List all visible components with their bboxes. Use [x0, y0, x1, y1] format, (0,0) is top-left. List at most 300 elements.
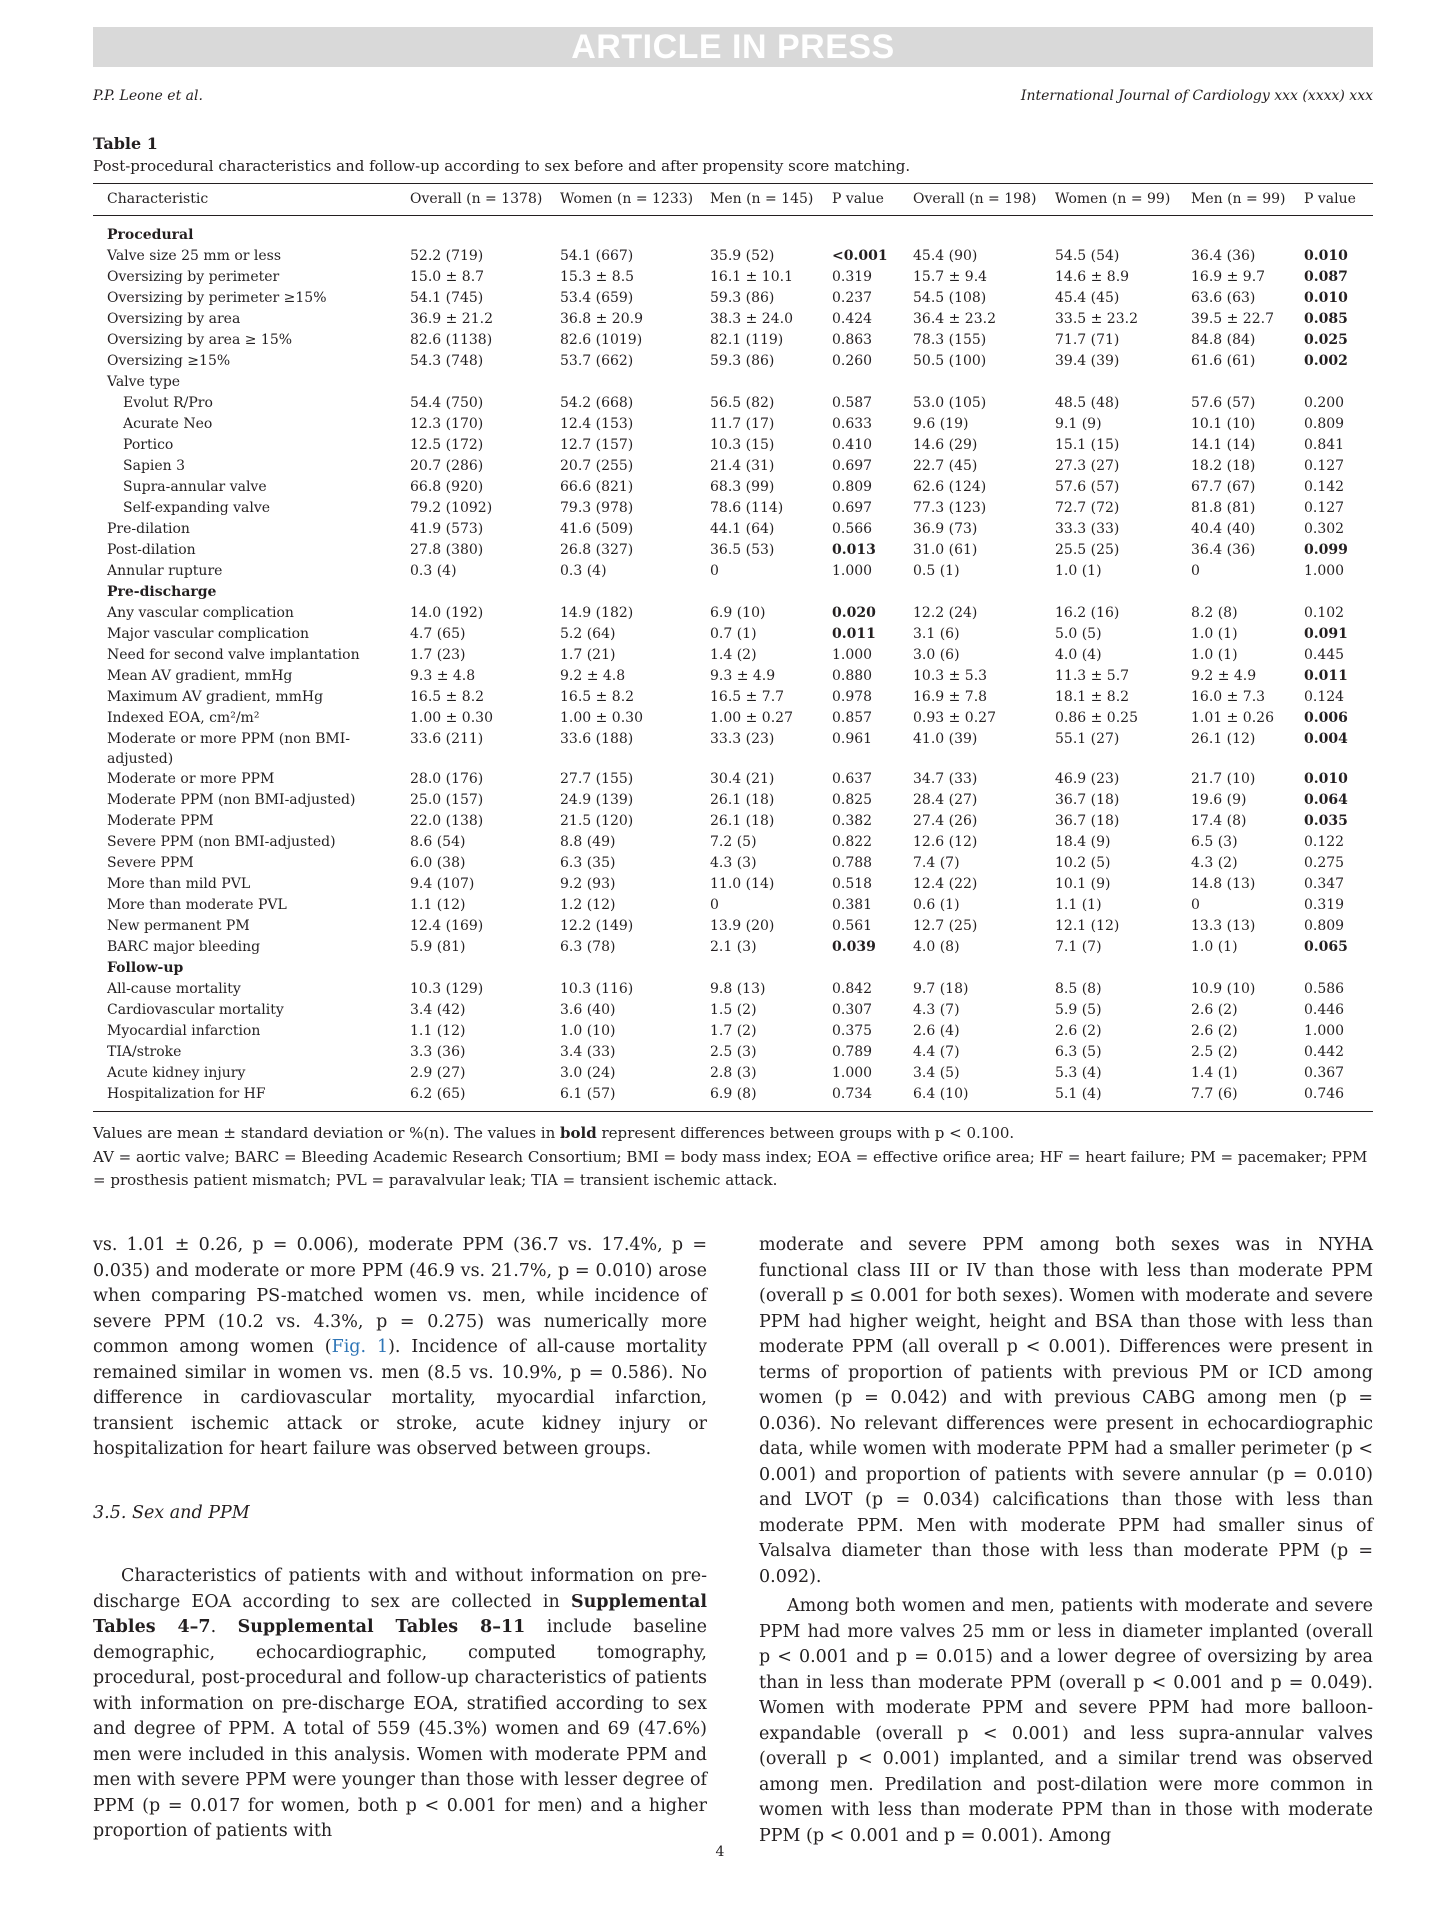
table-cell: 3.6 (40) — [560, 1002, 616, 1018]
table-cell: 78.6 (114) — [710, 500, 784, 516]
table-footnote-abbreviations: AV = aortic valve; BARC = Bleeding Academic Research Consortium; BMI = body mass index; EOA = effective orifice area; HF = heart failure; PM = pacemaker; PPM = prosthesis patient mismatch; PVL = paravalvular leak; TIA = transient ischemic attack. — [93, 1148, 1368, 1189]
table-cell: 66.8 (920) — [410, 479, 484, 495]
footnote-text: Values are mean ± standard deviation or %(n). The values in — [93, 1124, 561, 1142]
table-cell: 3.4 (5) — [913, 1065, 960, 1081]
table-cell: 26.1 (18) — [710, 792, 775, 808]
table-cell: 27.4 (26) — [913, 813, 978, 829]
column-header: Men (n = 99) — [1177, 184, 1290, 216]
table-cell: 59.3 (86) — [710, 290, 775, 306]
table-cell: 11.7 (17) — [710, 416, 775, 432]
row-label: Supra-annular valve — [123, 479, 267, 495]
table-cell: 59.3 (86) — [710, 353, 775, 369]
table-cell: 14.8 (13) — [1191, 876, 1256, 892]
table-cell — [1041, 216, 1177, 247]
table-cell: 44.1 (64) — [710, 521, 775, 537]
table-cell: 0.319 — [1304, 897, 1345, 913]
table-cell: 14.9 (182) — [560, 605, 634, 621]
table-cell: 12.4 (153) — [560, 416, 634, 432]
table-cell — [899, 958, 1041, 979]
table-cell: 12.4 (22) — [913, 876, 978, 892]
column-header: P value — [818, 184, 899, 216]
table-cell: 0.065 — [1304, 939, 1348, 955]
table-cell: 16.5 ± 8.2 — [560, 689, 635, 705]
table-cell: 0.091 — [1304, 626, 1348, 642]
table-cell: 28.4 (27) — [913, 792, 978, 808]
table-cell: 1.0 (1) — [1191, 647, 1238, 663]
table-cell: 2.5 (3) — [710, 1044, 757, 1060]
table-cell: 16.9 ± 7.8 — [913, 689, 988, 705]
table-cell: 36.4 (36) — [1191, 542, 1256, 558]
table-cell: 16.2 (16) — [1055, 605, 1120, 621]
table-cell: 0.367 — [1304, 1065, 1345, 1081]
table-cell: 0.099 — [1304, 542, 1348, 558]
table-cell — [1177, 958, 1290, 979]
table-cell: 12.1 (12) — [1055, 918, 1120, 934]
table-cell: 27.3 (27) — [1055, 458, 1120, 474]
row-label: Maximum AV gradient, mmHg — [107, 689, 324, 705]
table-cell: 36.8 ± 20.9 — [560, 311, 643, 327]
table-cell: 0.637 — [832, 771, 873, 787]
table-cell: 41.0 (39) — [913, 731, 978, 747]
figure-link[interactable]: Fig. 1 — [331, 1337, 389, 1357]
table-cell: 6.4 (10) — [899, 1084, 1041, 1112]
table-cell: 81.8 (81) — [1191, 500, 1256, 516]
table-row — [93, 790, 1373, 811]
table-cell: 0.200 — [1304, 395, 1345, 411]
table-cell: 36.9 ± 21.2 — [410, 311, 493, 327]
column-header: Overall (n = 1378) — [396, 184, 546, 216]
table-cell: 1.0 (10) — [560, 1023, 616, 1039]
table-cell: 45.4 (90) — [913, 248, 978, 264]
table-cell: 0.5 (1) — [913, 563, 960, 579]
table-cell: 2.6 (4) — [913, 1023, 960, 1039]
table-cell: 0.004 — [1304, 731, 1348, 747]
table-row — [93, 729, 1373, 769]
table-cell: 15.7 ± 9.4 — [913, 269, 988, 285]
table-cell — [1041, 958, 1177, 979]
table-cell: 9.6 (19) — [913, 416, 969, 432]
table-cell: 14.6 ± 8.9 — [1055, 269, 1130, 285]
table-cell: 46.9 (23) — [1055, 771, 1120, 787]
table-cell: 77.3 (123) — [913, 500, 987, 516]
table-cell: 27.8 (380) — [410, 542, 484, 558]
table-cell — [1290, 216, 1373, 247]
table-cell: 0.880 — [832, 668, 873, 684]
column-header: Men (n = 145) — [696, 184, 818, 216]
table-cell: 0.260 — [832, 353, 873, 369]
table-cell: 12.3 (170) — [410, 416, 484, 432]
table-cell: 8.5 (8) — [1055, 981, 1102, 997]
table-row — [93, 1063, 1373, 1084]
table-row — [93, 1021, 1373, 1042]
table-row — [93, 1084, 1373, 1112]
table-cell: 12.6 (12) — [913, 834, 978, 850]
table-cell: 53.0 (105) — [913, 395, 987, 411]
table-cell: 79.2 (1092) — [410, 500, 493, 516]
right-column — [759, 1233, 1373, 1849]
table-cell: 8.8 (49) — [560, 834, 616, 850]
footnote-text: represent differences between groups with p < 0.100. — [596, 1124, 1015, 1142]
table-row — [93, 979, 1373, 1000]
table-cell: 54.4 (750) — [410, 395, 484, 411]
table-cell: 78.3 (155) — [913, 332, 987, 348]
row-label: BARC major bleeding — [107, 939, 261, 955]
table-cell: 66.6 (821) — [560, 479, 634, 495]
table-cell: 5.9 (81) — [410, 939, 466, 955]
table-cell: 0.010 — [1304, 248, 1348, 264]
table-cell: 5.1 (4) — [1041, 1084, 1177, 1112]
table-cell: 12.2 (24) — [913, 605, 978, 621]
table-cell: 0.381 — [832, 897, 873, 913]
table-cell: 9.2 ± 4.9 — [1191, 668, 1257, 684]
row-label: Moderate PPM (non BMI-adjusted) — [107, 792, 356, 808]
row-label: Oversizing by area ≥ 15% — [107, 332, 293, 348]
table-row — [93, 874, 1373, 895]
row-label: More than moderate PVL — [107, 897, 287, 913]
table-cell: 0.586 — [1304, 981, 1345, 997]
table-cell: 12.4 (169) — [410, 918, 484, 934]
table-row — [93, 288, 1373, 309]
table-cell: 57.6 (57) — [1055, 479, 1120, 495]
section-label: Procedural — [107, 227, 194, 243]
column-header: Women (n = 1233) — [546, 184, 696, 216]
table-footnote-values — [93, 1122, 1373, 1145]
table-cell: 41.9 (573) — [410, 521, 484, 537]
row-label: Moderate or more PPM (non BMI-adjusted) — [107, 731, 350, 767]
row-label: Valve type — [107, 374, 181, 390]
table-cell: 72.7 (72) — [1055, 500, 1120, 516]
table-cell: 8.6 (54) — [410, 834, 466, 850]
row-label: Mean AV gradient, mmHg — [107, 668, 293, 684]
table-cell: 1.1 (12) — [410, 897, 466, 913]
table-cell: 0 — [1191, 897, 1200, 913]
table-cell: 7.2 (5) — [710, 834, 757, 850]
row-label: Acute kidney injury — [107, 1065, 246, 1081]
table-cell — [396, 216, 546, 247]
table-cell: 82.6 (1138) — [410, 332, 493, 348]
table-cell: 1.00 ± 0.27 — [710, 710, 793, 726]
table-cell — [1041, 582, 1177, 603]
supplemental-tables-ref: Supplemental Tables 4–7 — [93, 1591, 707, 1637]
table-cell: 34.7 (33) — [913, 771, 978, 787]
table-row — [93, 309, 1373, 330]
table-cell: 15.3 ± 8.5 — [560, 269, 635, 285]
paragraph-text: include baseline demographic, echocardiographic, computed tomography, procedural, post-procedural and follow-up characteristics of patients with information on pre-discharge EOA, stratified according to sex and degree of PPM. A total of 559 (45.3%) women and 69 (47.6%) men were included in this analysis. Women with moderate PPM and men with severe PPM were younger than those with lesser degree of PPM (p = 0.017 for women, both p < 0.001 for men) and a higher proportion of patients with — [93, 1617, 707, 1841]
table-cell: 4.3 (7) — [913, 1002, 960, 1018]
table-cell: 26.1 (12) — [1191, 731, 1256, 747]
table-cell — [396, 582, 546, 603]
table-cell: <0.001 — [832, 248, 888, 264]
table-cell: 41.6 (509) — [560, 521, 634, 537]
table-row — [93, 811, 1373, 832]
table-row — [93, 216, 1373, 247]
table-cell: 1.1 (1) — [1055, 897, 1102, 913]
table-cell: 9.2 ± 4.8 — [560, 668, 626, 684]
table-cell: 36.4 (36) — [1191, 248, 1256, 264]
table-cell: 22.7 (45) — [913, 458, 978, 474]
table-cell: 0.237 — [832, 290, 873, 306]
table-cell: 0.424 — [832, 311, 873, 327]
table-cell: 4.0 (8) — [913, 939, 960, 955]
section-heading: 3.5. Sex and PPM — [93, 1502, 250, 1523]
table-cell: 54.5 (108) — [913, 290, 987, 306]
table-row — [93, 1000, 1373, 1021]
table-cell: 27.7 (155) — [560, 771, 634, 787]
table-label: Table 1 — [93, 134, 158, 153]
table-cell: 1.7 (21) — [560, 647, 616, 663]
table-cell — [818, 958, 899, 979]
row-label: Sapien 3 — [123, 458, 186, 474]
table-row — [93, 916, 1373, 937]
table-row — [93, 624, 1373, 645]
table-row — [93, 246, 1373, 267]
table-cell: 13.9 (20) — [710, 918, 775, 934]
table-cell: 6.0 (38) — [410, 855, 466, 871]
row-label: Oversizing by area — [107, 311, 241, 327]
row-label: Any vascular complication — [107, 605, 294, 621]
table-cell: 10.3 ± 5.3 — [913, 668, 988, 684]
table-cell: 63.6 (63) — [1191, 290, 1256, 306]
table-cell: 0.010 — [1304, 771, 1348, 787]
table-cell: 84.8 (84) — [1191, 332, 1256, 348]
left-column — [93, 1233, 707, 1845]
table-cell: 0.085 — [1304, 311, 1348, 327]
table-cell — [899, 372, 1041, 393]
table-cell: 0.013 — [832, 542, 876, 558]
article-in-press-banner: ARTICLE IN PRESS — [93, 27, 1373, 67]
table-cell: 0.697 — [832, 500, 873, 516]
table-cell: 1.0 (1) — [1191, 626, 1238, 642]
table-cell: 10.9 (10) — [1191, 981, 1256, 997]
table-cell: 1.00 ± 0.30 — [410, 710, 493, 726]
table-cell: 24.9 (139) — [560, 792, 634, 808]
table-cell: 2.9 (27) — [410, 1065, 466, 1081]
table-cell — [1290, 372, 1373, 393]
table-body — [93, 216, 1373, 1112]
column-header: Overall (n = 198) — [899, 184, 1041, 216]
table-cell: 0.307 — [832, 1002, 873, 1018]
table-cell: 1.000 — [832, 563, 873, 579]
table-cell — [899, 582, 1041, 603]
table-cell: 16.1 ± 10.1 — [710, 269, 793, 285]
table-cell: 9.3 ± 4.8 — [410, 668, 476, 684]
table-row — [93, 414, 1373, 435]
table-cell: 0.822 — [832, 834, 873, 850]
table-cell: 4.3 (3) — [710, 855, 757, 871]
table-cell: 0.789 — [832, 1044, 873, 1060]
table-cell: 55.1 (27) — [1055, 731, 1120, 747]
row-label: Need for second valve implantation — [107, 647, 360, 663]
table-cell: 0.410 — [832, 437, 873, 453]
table-cell: 0.302 — [1304, 521, 1345, 537]
table-cell: 0.842 — [832, 981, 873, 997]
section-label: Pre-discharge — [107, 584, 217, 600]
table-cell: 0.809 — [832, 479, 873, 495]
table-cell: 19.6 (9) — [1191, 792, 1247, 808]
table-cell: 30.4 (21) — [710, 771, 775, 787]
table-cell: 0.633 — [832, 416, 873, 432]
table-cell: 12.7 (25) — [913, 918, 978, 934]
table-cell: 0.93 ± 0.27 — [913, 710, 996, 726]
table-cell: 0.446 — [1304, 1002, 1345, 1018]
table-row — [93, 603, 1373, 624]
table-cell — [1177, 216, 1290, 247]
row-label: Valve size 25 mm or less — [107, 248, 282, 264]
table-cell: 4.7 (65) — [410, 626, 466, 642]
table-row — [93, 393, 1373, 414]
table-cell: 5.0 (5) — [1055, 626, 1102, 642]
page-number: 4 — [715, 1844, 725, 1860]
table-cell — [546, 216, 696, 247]
table-cell: 18.2 (18) — [1191, 458, 1256, 474]
table-cell: 10.2 (5) — [1055, 855, 1111, 871]
table-cell: 1.5 (2) — [710, 1002, 757, 1018]
row-label: Hospitalization for HF — [93, 1084, 396, 1112]
table-row — [93, 937, 1373, 958]
table-cell — [818, 582, 899, 603]
table-row — [93, 456, 1373, 477]
table-cell: 10.3 (15) — [710, 437, 775, 453]
table-cell: 0.375 — [832, 1023, 873, 1039]
table-cell: 0.127 — [1304, 458, 1345, 474]
table-cell: 11.3 ± 5.7 — [1055, 668, 1130, 684]
table-cell: 20.7 (286) — [410, 458, 484, 474]
table-cell: 5.3 (4) — [1055, 1065, 1102, 1081]
table-cell — [818, 372, 899, 393]
row-label: Moderate PPM — [107, 813, 214, 829]
table-cell: 3.4 (33) — [560, 1044, 616, 1060]
table-cell — [1290, 582, 1373, 603]
table-cell: 16.5 ± 7.7 — [710, 689, 785, 705]
table-cell: 38.3 ± 24.0 — [710, 311, 793, 327]
table-cell: 48.5 (48) — [1055, 395, 1120, 411]
table-cell: 4.4 (7) — [913, 1044, 960, 1060]
table-cell: 0.142 — [1304, 479, 1345, 495]
table-cell — [1290, 958, 1373, 979]
table-cell: 1.000 — [1304, 1023, 1345, 1039]
table-cell: 0.039 — [832, 939, 876, 955]
table-cell: 16.9 ± 9.7 — [1191, 269, 1266, 285]
table-cell: 1.4 (2) — [710, 647, 757, 663]
table-cell: 15.0 ± 8.7 — [410, 269, 485, 285]
table-cell: 7.4 (7) — [913, 855, 960, 871]
table-cell: 1.000 — [1304, 563, 1345, 579]
row-label: Oversizing ≥15% — [107, 353, 231, 369]
table-cell: 11.0 (14) — [710, 876, 775, 892]
body-paragraph: moderate and severe PPM among both sexes was in NYHA functional class III or IV than those with less than moderate PPM (overall p ≤ 0.001 for both sexes). Women with moderate and severe PPM had higher weight, height and BSA than those with less than moderate PPM (all overall p < 0.001). Differences were present in terms of proportion of patients with previous PM or ICD among women (p = 0.042) and with previous CABG among men (p = 0.036). No relevant differences were present in echocardiographic data, while women with moderate PPM had a smaller perimeter (p < 0.001) and proportion of patients with severe annular (p = 0.010) and LVOT (p = 0.034) calcifications than those with less than moderate PPM. Men with moderate PPM had smaller sinus of Valsalva diameter than those with less than moderate PPM (p = 0.092). — [759, 1235, 1373, 1587]
table-row — [93, 687, 1373, 708]
table-cell: 0.561 — [832, 918, 873, 934]
table-cell — [818, 216, 899, 247]
table-row — [93, 561, 1373, 582]
table-cell: 3.4 (42) — [410, 1002, 466, 1018]
table-cell: 31.0 (61) — [913, 542, 978, 558]
row-label: Self-expanding valve — [123, 500, 271, 516]
column-header: Characteristic — [93, 184, 396, 216]
table-cell: 10.1 (10) — [1191, 416, 1256, 432]
table-row — [93, 666, 1373, 687]
table-cell: 0.010 — [1304, 290, 1348, 306]
table-cell — [1177, 372, 1290, 393]
table-cell: 0.86 ± 0.25 — [1055, 710, 1138, 726]
table-cell: 0.124 — [1304, 689, 1345, 705]
table-cell: 36.5 (53) — [710, 542, 775, 558]
table-cell: 10.1 (9) — [1055, 876, 1111, 892]
table-cell: 0.445 — [1304, 647, 1345, 663]
table-cell: 10.3 (116) — [560, 981, 634, 997]
table-cell: 6.3 (78) — [560, 939, 616, 955]
paragraph-text: ). Incidence of all-cause mortality remained similar in women vs. men (8.5 vs. 10.9%, p = 0.586). No difference in cardiovascular mortality, myocardial infarction, transient ischemic attack or stroke, acute kidney injury or hospitalization for heart failure was observed between groups. — [93, 1337, 707, 1459]
table-cell: 6.1 (57) — [546, 1084, 696, 1112]
paragraph-text: vs. 1.01 ± 0.26, p = 0.006), moderate PPM (36.7 vs. 17.4%, p = 0.035) and moderate or more PPM (46.9 vs. 21.7%, p = 0.010) arose when comparing PS-matched women vs. men, while incidence of severe PPM (10.2 vs. 4.3%, p = 0.275) was numerically more common among women ( — [93, 1235, 707, 1357]
supplemental-tables-ref: Supplemental Tables 8–11 — [237, 1617, 526, 1637]
table-cell: 68.3 (99) — [710, 479, 775, 495]
table-cell: 3.3 (36) — [410, 1044, 466, 1060]
table-cell: 18.1 ± 8.2 — [1055, 689, 1130, 705]
table-cell: 2.8 (3) — [710, 1065, 757, 1081]
table-cell: 0.3 (4) — [410, 563, 457, 579]
table-cell: 14.6 (29) — [913, 437, 978, 453]
table-row — [93, 372, 1373, 393]
table-cell: 6.3 (35) — [560, 855, 616, 871]
table-cell: 0.319 — [832, 269, 873, 285]
table-cell: 0.566 — [832, 521, 873, 537]
table-cell: 0.102 — [1304, 605, 1345, 621]
table-cell: 54.1 (745) — [410, 290, 484, 306]
table-cell: 5.2 (64) — [560, 626, 616, 642]
table-cell: 21.5 (120) — [560, 813, 634, 829]
table-cell: 0.825 — [832, 792, 873, 808]
table-cell — [546, 958, 696, 979]
row-label: Myocardial infarction — [107, 1023, 261, 1039]
table-cell — [396, 958, 546, 979]
table-cell: 21.7 (10) — [1191, 771, 1256, 787]
table-cell — [1041, 372, 1177, 393]
table-cell: 0.978 — [832, 689, 873, 705]
row-label: Annular rupture — [107, 563, 223, 579]
table-cell: 7.1 (7) — [1055, 939, 1102, 955]
table-cell: 0.6 (1) — [913, 897, 960, 913]
table-cell: 0.442 — [1304, 1044, 1345, 1060]
table-cell: 7.7 (6) — [1177, 1084, 1290, 1112]
table-row — [93, 582, 1373, 603]
table-row — [93, 519, 1373, 540]
table-cell: 0.011 — [1304, 668, 1348, 684]
table-cell: 10.3 (129) — [410, 981, 484, 997]
table-cell: 1.00 ± 0.30 — [560, 710, 643, 726]
table-cell: 82.6 (1019) — [560, 332, 643, 348]
table-cell: 1.7 (23) — [410, 647, 466, 663]
table-cell: 6.9 (8) — [696, 1084, 818, 1112]
row-label: Cardiovascular mortality — [107, 1002, 284, 1018]
running-header-authors: P.P. Leone et al. — [93, 88, 203, 104]
table-cell: 0.127 — [1304, 500, 1345, 516]
table-cell: 6.3 (5) — [1055, 1044, 1102, 1060]
table-cell: 36.7 (18) — [1055, 792, 1120, 808]
table-row — [93, 267, 1373, 288]
table-cell: 25.0 (157) — [410, 792, 484, 808]
table-cell: 6.5 (3) — [1191, 834, 1238, 850]
row-label: More than mild PVL — [107, 876, 251, 892]
row-label: Post-dilation — [107, 542, 196, 558]
table-cell: 22.0 (138) — [410, 813, 484, 829]
table-cell: 14.0 (192) — [410, 605, 484, 621]
table-cell: 54.3 (748) — [410, 353, 484, 369]
table-header-row — [93, 184, 1373, 216]
table-cell: 12.7 (157) — [560, 437, 634, 453]
results-table — [93, 183, 1373, 1112]
table-cell: 16.0 ± 7.3 — [1191, 689, 1266, 705]
